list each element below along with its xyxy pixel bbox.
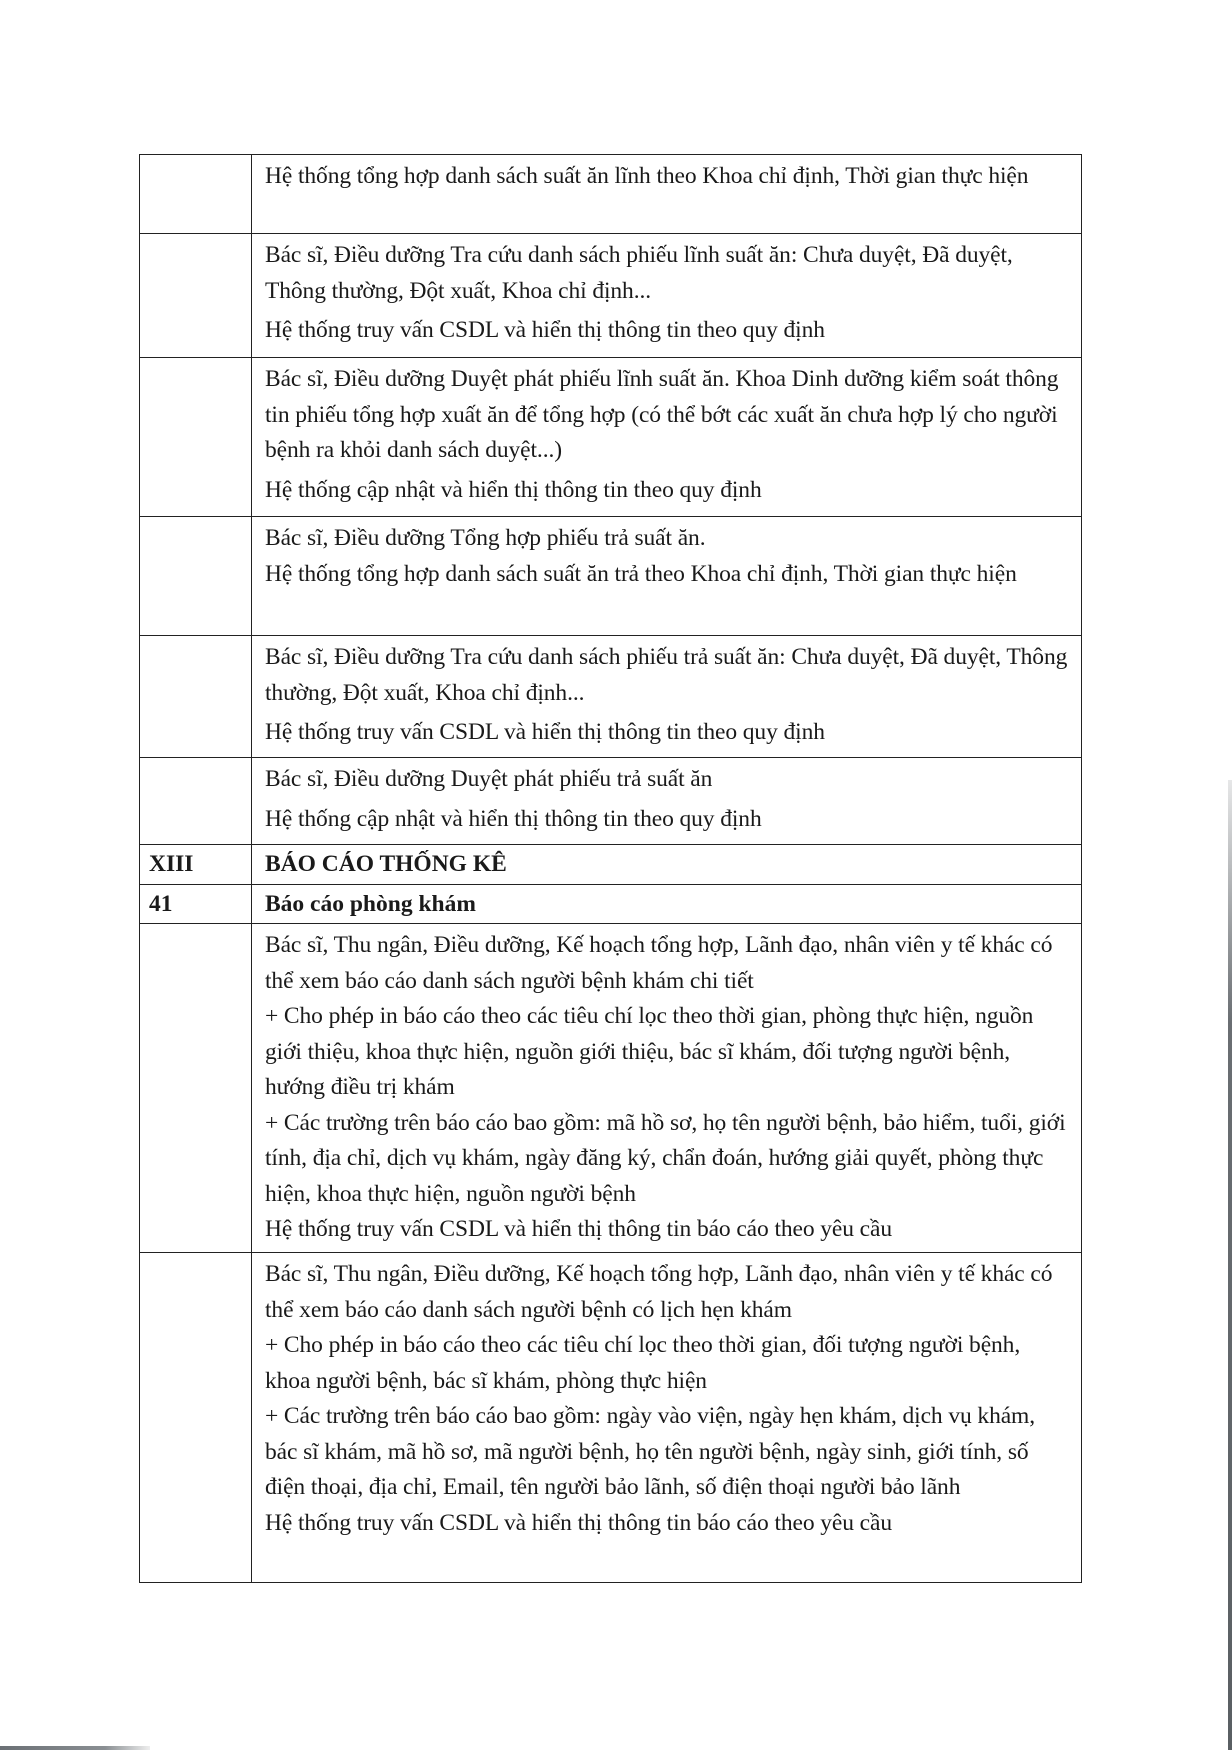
description-paragraph: + Cho phép in báo cáo theo các tiêu chí lọc theo thời gian, đối tượng người bệnh, khoa người bệnh, bác sĩ khám, phòng thực hiện: [265, 1332, 1021, 1394]
item-title: Báo cáo phòng khám: [265, 891, 476, 917]
item-title-cell: [252, 885, 1082, 924]
table-row: [140, 234, 1082, 358]
row-description-cell: [252, 1253, 1082, 1583]
table-row: [140, 358, 1082, 517]
description-paragraph: + Cho phép in báo cáo theo các tiêu chí lọc theo thời gian, phòng thực hiện, nguồn giới thiệu, khoa thực hiện, nguồn giới thiệu, bác sĩ khám, đối tượng người bệnh, hướng điều trị khám: [265, 1003, 1034, 1100]
description-paragraph: Bác sĩ, Điều dưỡng Duyệt phát phiếu trả suất ăn: [265, 766, 713, 792]
scan-edge-right: [1228, 780, 1232, 1750]
item-number: 41: [149, 891, 173, 917]
row-description-cell: [252, 517, 1082, 636]
description-paragraph: Hệ thống truy vấn CSDL và hiển thị thông tin theo quy định: [265, 317, 825, 343]
description-paragraph: Bác sĩ, Điều dưỡng Tra cứu danh sách phiếu lĩnh suất ăn: Chưa duyệt, Đã duyệt, Thông thường, Đột xuất, Khoa chỉ định...: [265, 242, 1013, 304]
table-row: [140, 155, 1082, 234]
row-number-cell: [140, 636, 252, 758]
section-number: XIII: [149, 851, 194, 877]
description-paragraph: Hệ thống cập nhật và hiển thị thông tin theo quy định: [265, 805, 762, 832]
row-description-cell: [252, 924, 1082, 1253]
description-paragraph: Hệ thống cập nhật và hiển thị thông tin theo quy định: [265, 476, 762, 503]
row-number-cell: [140, 517, 252, 636]
description-paragraph: Bác sĩ, Điều dưỡng Tra cứu danh sách phiếu trả suất ăn: Chưa duyệt, Đã duyệt, Thông thường, Đột xuất, Khoa chỉ định...: [265, 644, 1068, 706]
description-paragraph: Bác sĩ, Thu ngân, Điều dưỡng, Kế hoạch tổng hợp, Lãnh đạo, nhân viên y tế khác có thể xem báo cáo danh sách người bệnh có lịch hẹn khám: [265, 1261, 1053, 1323]
table-row: [140, 517, 1082, 636]
description-paragraph: Hệ thống tổng hợp danh sách suất ăn trả theo Khoa chỉ định, Thời gian thực hiện: [265, 560, 1017, 587]
scan-edge-bottom: [0, 1746, 150, 1750]
row-description-cell: [252, 358, 1082, 517]
description-paragraph: Bác sĩ, Thu ngân, Điều dưỡng, Kế hoạch tổng hợp, Lãnh đạo, nhân viên y tế khác có thể xem báo cáo danh sách người bệnh khám chi tiết: [265, 932, 1053, 994]
row-description-cell: [252, 758, 1082, 845]
requirements-table: [139, 154, 1082, 1583]
section-heading-row: [140, 845, 1082, 885]
row-description-cell: [252, 636, 1082, 758]
description-paragraph: Bác sĩ, Điều dưỡng Tổng hợp phiếu trả suất ăn.: [265, 525, 706, 551]
description-paragraph: Hệ thống tổng hợp danh sách suất ăn lĩnh theo Khoa chỉ định, Thời gian thực hiện: [265, 163, 1029, 189]
item-number-cell: [140, 885, 252, 924]
row-description-cell: [252, 155, 1082, 234]
table-row: [140, 636, 1082, 758]
description-paragraph: Bác sĩ, Điều dưỡng Duyệt phát phiếu lĩnh suất ăn. Khoa Dinh dưỡng kiểm soát thông tin phiếu tổng hợp xuất ăn để tổng hợp (có thể bớt các xuất ăn chưa hợp lý cho người bệnh ra khỏi danh sách duyệt...): [265, 366, 1059, 463]
row-number-cell: [140, 358, 252, 517]
row-number-cell: [140, 1253, 252, 1583]
table-row: [140, 758, 1082, 845]
description-paragraph: + Các trường trên báo cáo bao gồm: ngày vào viện, ngày hẹn khám, dịch vụ khám, bác sĩ khám, mã hồ sơ, mã người bệnh, họ tên người bệnh, ngày sinh, giới tính, số điện thoại, địa chỉ, Email, tên người bảo lãnh, số điện thoại người bảo lãnh: [265, 1403, 1036, 1500]
table-row: [140, 924, 1082, 1253]
description-paragraph: + Các trường trên báo cáo bao gồm: mã hồ sơ, họ tên người bệnh, bảo hiểm, tuổi, giới tính, địa chỉ, dịch vụ khám, ngày đăng ký, chẩn đoán, hướng giải quyết, phòng thực hiện, khoa thực hiện, nguồn người bệnh: [265, 1109, 1066, 1207]
row-description-cell: [252, 234, 1082, 358]
row-number-cell: [140, 234, 252, 358]
row-number-cell: [140, 758, 252, 845]
table-row: [140, 1253, 1082, 1583]
section-number-cell: [140, 845, 252, 885]
item-heading-row: [140, 885, 1082, 924]
section-title: BÁO CÁO THỐNG KÊ: [265, 851, 507, 877]
description-paragraph: Hệ thống truy vấn CSDL và hiển thị thông tin theo quy định: [265, 719, 825, 745]
row-number-cell: [140, 155, 252, 234]
description-paragraph: Hệ thống truy vấn CSDL và hiển thị thông tin báo cáo theo yêu cầu: [265, 1216, 892, 1242]
row-number-cell: [140, 924, 252, 1253]
description-paragraph: Hệ thống truy vấn CSDL và hiển thị thông tin báo cáo theo yêu cầu: [265, 1509, 892, 1536]
section-title-cell: [252, 845, 1082, 885]
